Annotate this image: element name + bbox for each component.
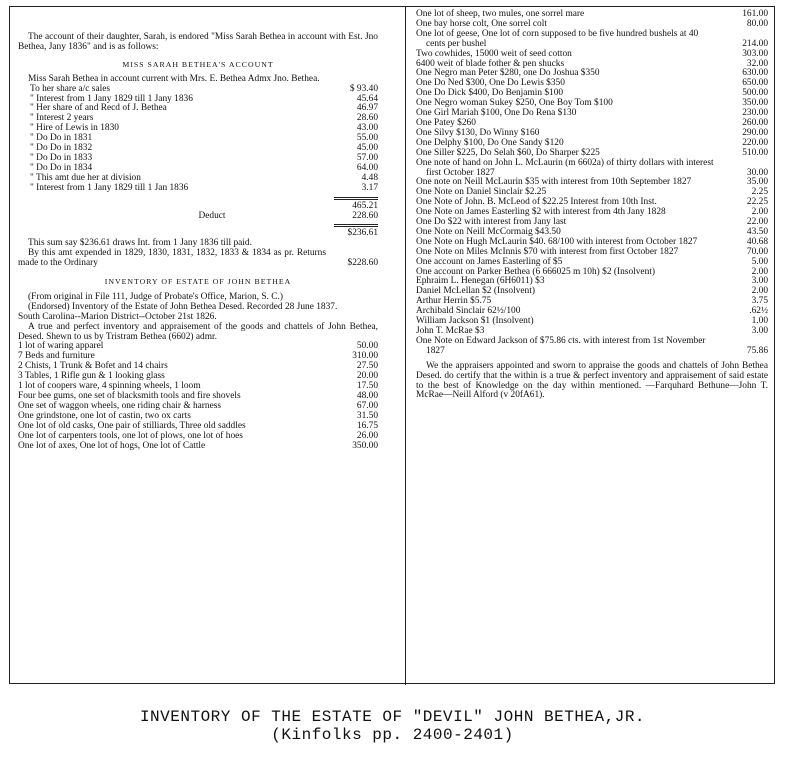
account-row: " Do Do in 1834 64.00 (30, 162, 378, 173)
expenditure-note: By this amt expended in 1829, 1830, 1831, 1832, 1833 & 1834 as pr. Returns made to the Ordinary (18, 248, 326, 269)
interest-note: This sum say $236.61 draws Int. from 1 Jany 1836 till paid. (28, 238, 252, 249)
inventory-item: One lot of geese, One lot of corn supposed to be five hundred bushels at 40 cents per bushel 214.00 (416, 28, 768, 49)
inventory-item: One lot of axes, One lot of hogs, One lot of Cattle 350.00 (18, 440, 378, 451)
account-total: 465.21 (352, 200, 378, 211)
inventory-item: One Do $22 with interest from Jany last 22.00 (416, 217, 768, 228)
account-intro: Miss Sarah Bethea in account current with Mrs. E. Bethea Admx Jno. Bethea. (28, 73, 320, 84)
deduct-row (18, 212, 378, 222)
deduct-amount: 228.60 (352, 210, 378, 221)
endorsed-note: (Endorsed) Inventory of the Estate of John Bethea Desed. Recorded 28 June 1837. (28, 301, 338, 312)
expenditure-row (18, 249, 378, 269)
caption-title: INVENTORY OF THE ESTATE OF "DEVIL" JOHN BETHEA,JR. (139, 708, 646, 726)
inventory-item: Four bee gums, one set of blacksmith tools and fire shovels 48.00 (18, 391, 378, 401)
intro-paragraph: The account of their daughter, Sarah, is endored "Miss Sarah Bethea in account with Est. Jno Bethea, Jany 1836" and is as follows: (18, 32, 378, 52)
account-heading: MISS SARAH BETHEA'S ACCOUNT (122, 59, 274, 69)
account-row: " Hire of Lewis in 1830 43.00 (30, 123, 378, 134)
inventory-item: Arthur Herrin $5.75 3.75 (416, 296, 768, 307)
left-column (18, 33, 378, 451)
inventory-item: One Note on Hugh McLaurin $40. 68/100 with interest from October 1827 40.68 (416, 236, 768, 247)
inventory-item: John T. McRae $3 3.00 (416, 326, 768, 336)
inventory-item: One note on Neill McLaurin $35 with interest from 10th September 1827 35.00 (416, 177, 768, 188)
account-row: " Her share of and Recd of J. Bethea 46.97 (30, 103, 378, 114)
inventory-item: One lot of old casks, One pair of stilliards, Three old saddles 16.75 (18, 420, 378, 431)
inventory-item: One note of hand on John L. McLaurin (m 6602a) of thirty dollars with interest first October 1827 30.00 (416, 157, 768, 178)
inventory-item: One Silvy $130, Do Winny $160 290.00 (416, 127, 768, 138)
inventory-item: One Do Ned $300, One Do Lewis $350 650.00 (416, 78, 768, 89)
inventory-item: One Note on Edward Jackson of $75.86 cts. with interest from 1st November 1827 75.86 (416, 335, 768, 356)
inventory-item: Ephraim L. Henegan (6H6011) $3 3.00 (416, 276, 768, 287)
inventory-item: One Note on Daniel Sinclair $2.25 2.25 (416, 187, 768, 198)
appraisal-paragraph: A true and perfect inventory and appraisement of the goods and chattels of John Bethea, Desed. Shewn to us by Tristram Bethea (6602) admr. (18, 321, 378, 342)
balance-rule (334, 224, 378, 227)
account-total-row (18, 202, 378, 212)
column-divider (405, 7, 406, 685)
account-row: " This amt due her at division 4.48 (30, 172, 378, 183)
inventory-item: One Siller $225, Do Selah $60, Do Sharper $225 510.00 (416, 147, 768, 158)
account-row: " Do Do in 1833 57.00 (30, 152, 378, 163)
deduct-label: Deduct (198, 210, 226, 221)
inventory-item: One Do Dick $400, Do Benjamin $100 500.00 (416, 88, 768, 99)
inventory-item: Daniel McLellan $2 (Insolvent) 2.00 (416, 286, 768, 297)
district-line: South Carolina--Marion District--October 21st 1826. (18, 311, 217, 322)
inventory-item: Archibald Sinclair 62½/100 .62½ (416, 306, 768, 317)
inventory-item: One Negro woman Sukey $250, One Boy Tom $100 350.00 (416, 98, 768, 109)
source-note: (From original in File 111, Judge of Probate's Office, Marion, S. C.) (28, 291, 283, 302)
inventory-item: One account on Parker Bethea (6 666025 m 10h) $2 (Insolvent) 2.00 (416, 266, 768, 277)
inventory-item: One Note of John. B. McLeod of $22.25 Interest from 10th Inst. 22.25 (416, 197, 768, 208)
inventory-items-left (18, 342, 378, 451)
inventory-item: One Delphy $100, Do One Sandy $120 220.00 (416, 137, 768, 148)
inventory-item: 1 lot of waring apparel 50.00 (18, 341, 378, 352)
appraisers-certification: We the appraisers appointed and sworn to appraise the goods and chattels of John Bethea Desed. do certify that the within is a true & perfect inventory and appraisement of said estate to the best of Knowledge on the day within mentioned. —Farquhard Bethune—John T. McRae—Neill Alford (v 20fA61). (416, 360, 768, 401)
inventory-item: One Negro man Peter $280, one Do Joshua $350 630.00 (416, 68, 768, 79)
balance-amount: $236.61 (347, 228, 378, 239)
total-rule (334, 197, 378, 200)
inventory-item: One grindstone, one lot of castin, two ox carts 31.50 (18, 410, 378, 421)
inventory-item: 7 Beds and furniture 310.00 (18, 351, 378, 362)
account-row: " Interest 2 years 28.60 (30, 113, 378, 124)
account-rows (18, 85, 378, 194)
inventory-item: One Note on James Easterling $2 with interest from 4th Jany 1828 2.00 (416, 207, 768, 218)
inventory-item: Two cowhides, 15000 weit of seed cotton 303.00 (416, 48, 768, 59)
right-column (416, 10, 768, 401)
inventory-item: One set of waggon wheels, one riding chair & harness 67.00 (18, 400, 378, 411)
account-row: " Interest from 1 Jany 1829 till 1 Jany 1836 45.64 (30, 93, 378, 104)
inventory-item: 3 Tables, 1 Rifle gun & 1 looking glass 20.00 (18, 371, 378, 382)
inventory-item: One Girl Mariah $100, One Do Rena $130 230.00 (416, 108, 768, 119)
inventory-item: One Note on Miles McInnis $70 with interest from first October 1827 70.00 (416, 246, 768, 257)
inventory-item: 2 Chists, 1 Trunk & Bofet and 14 chairs 27.50 (18, 361, 378, 372)
account-row: To her share a/c sales $ 93.40 (30, 83, 378, 94)
inventory-item: William Jackson $1 (Insolvent) 1.00 (416, 316, 768, 327)
inventory-item: One lot of carpenters tools, one lot of plows, one lot of hoes 26.00 (18, 430, 378, 441)
inventory-item: 6400 weit of blade fother & pen shucks 32.00 (416, 58, 768, 69)
caption-source: (Kinfolks pp. 2400-2401) (271, 726, 514, 744)
inventory-item: One Patey $260 260.00 (416, 117, 768, 128)
document-frame (9, 6, 775, 684)
account-row: " Do Do in 1832 45.00 (30, 143, 378, 154)
inventory-heading: INVENTORY OF ESTATE OF JOHN BETHEA (104, 277, 292, 287)
inventory-item: 1 lot of coopers ware, 4 spinning wheels, 1 loom 17.50 (18, 381, 378, 392)
inventory-item: One account on James Easterling of $5 5.00 (416, 256, 768, 267)
account-row: " Interest from 1 Jany 1829 till 1 Jan 1836 3.17 (30, 182, 378, 193)
expenditure-amount: $228.60 (347, 258, 378, 269)
account-row: " Do Do in 1831 55.00 (30, 133, 378, 144)
inventory-item: One lot of sheep, two mules, one sorrel mare 161.00 (416, 9, 768, 19)
inventory-items-right (416, 10, 768, 357)
inventory-item: One Note on Neill McCormaig $43.50 43.50 (416, 226, 768, 237)
inventory-item: One bay horse colt, One sorrel colt 80.00 (416, 18, 768, 29)
